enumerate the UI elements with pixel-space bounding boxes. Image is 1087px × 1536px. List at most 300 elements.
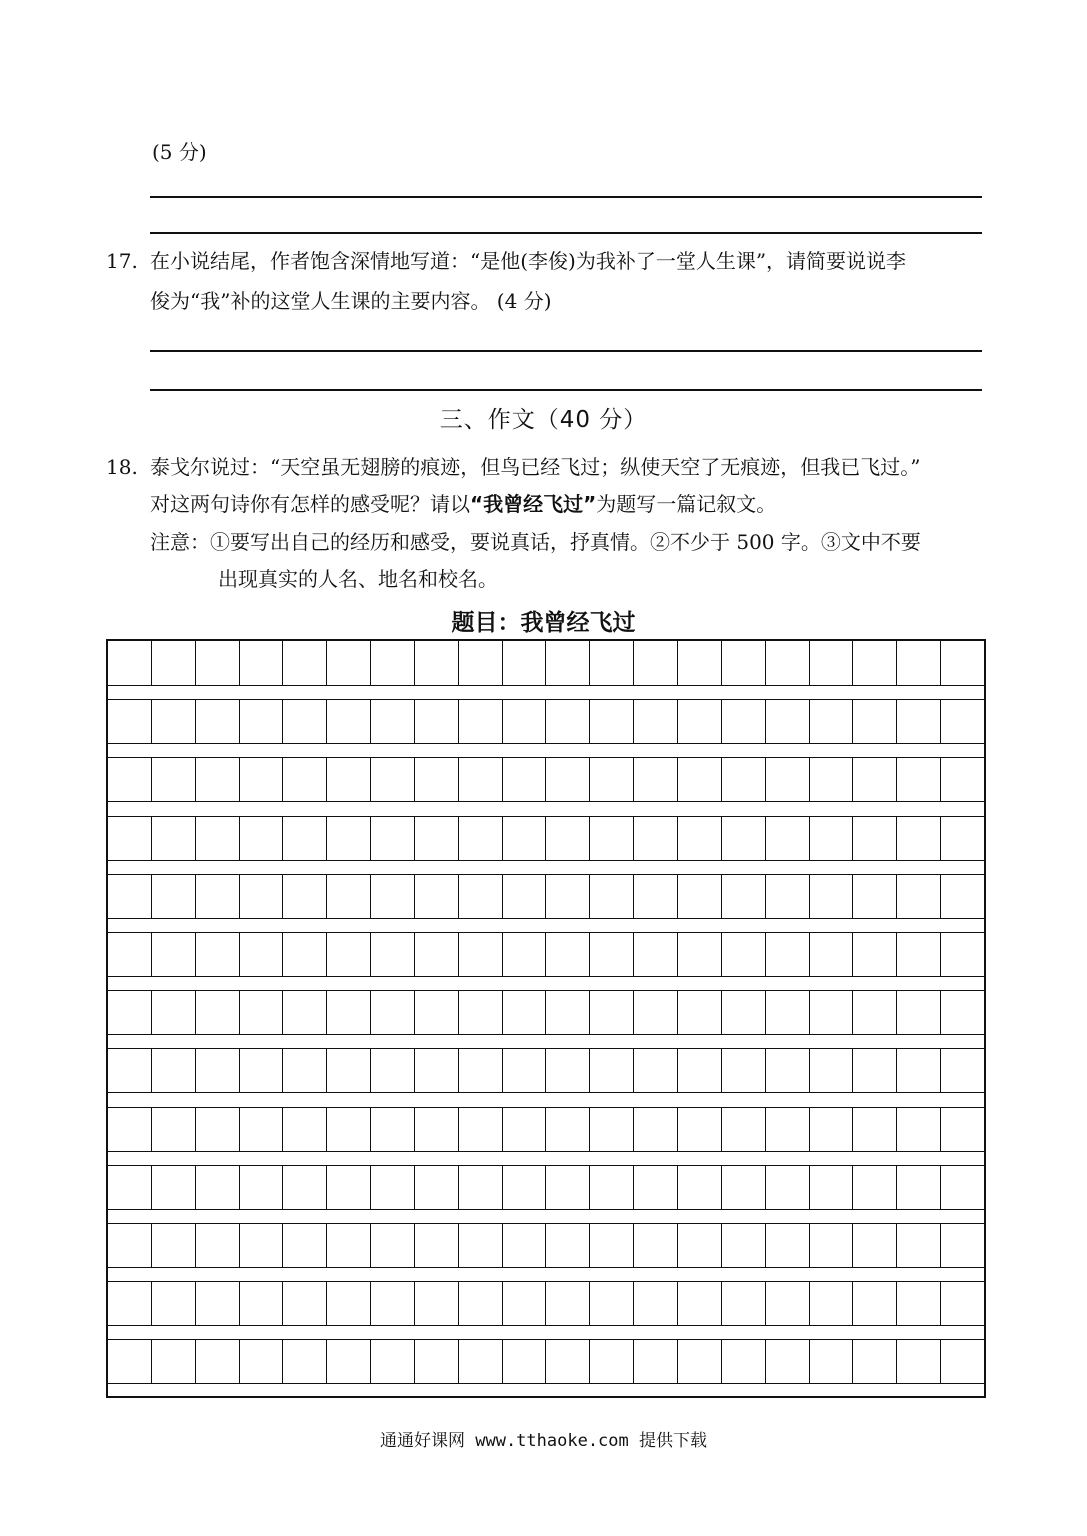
grid-cell[interactable] bbox=[240, 1107, 284, 1151]
grid-cell[interactable] bbox=[459, 641, 503, 685]
grid-cell[interactable] bbox=[108, 874, 152, 918]
grid-cell[interactable] bbox=[810, 1223, 854, 1267]
grid-cell[interactable] bbox=[152, 816, 196, 860]
grid-cell[interactable] bbox=[327, 816, 371, 860]
grid-cell[interactable] bbox=[897, 1281, 941, 1325]
grid-cell[interactable] bbox=[766, 816, 810, 860]
grid-cell[interactable] bbox=[546, 990, 590, 1034]
grid-row-underline bbox=[108, 743, 984, 744]
grid-cell[interactable] bbox=[853, 932, 897, 976]
essay-topic-quote: “我曾经飞过” bbox=[470, 492, 597, 516]
grid-cell[interactable] bbox=[283, 932, 327, 976]
grid-cell[interactable] bbox=[415, 1281, 459, 1325]
grid-cell[interactable] bbox=[810, 641, 854, 685]
grid-cell[interactable] bbox=[108, 1048, 152, 1092]
grid-cell[interactable] bbox=[941, 990, 984, 1034]
grid-cell[interactable] bbox=[503, 699, 547, 743]
grid-cell[interactable] bbox=[415, 990, 459, 1034]
grid-cell[interactable] bbox=[240, 1048, 284, 1092]
grid-cell[interactable] bbox=[941, 816, 984, 860]
grid-cell[interactable] bbox=[897, 932, 941, 976]
grid-row bbox=[108, 932, 984, 976]
grid-cell[interactable] bbox=[546, 1281, 590, 1325]
grid-cell[interactable] bbox=[546, 1223, 590, 1267]
grid-cell[interactable] bbox=[503, 1223, 547, 1267]
grid-cell[interactable] bbox=[415, 1223, 459, 1267]
grid-cell[interactable] bbox=[722, 1223, 766, 1267]
grid-cell[interactable] bbox=[503, 874, 547, 918]
grid-cell[interactable] bbox=[371, 1339, 415, 1383]
grid-cell[interactable] bbox=[240, 1223, 284, 1267]
grid-cell[interactable] bbox=[810, 874, 854, 918]
q16-score: (5 分) bbox=[152, 140, 207, 164]
grid-cell[interactable] bbox=[853, 874, 897, 918]
grid-cell[interactable] bbox=[766, 932, 810, 976]
grid-cell[interactable] bbox=[897, 990, 941, 1034]
grid-cell[interactable] bbox=[327, 699, 371, 743]
grid-cell[interactable] bbox=[371, 757, 415, 801]
grid-cell[interactable] bbox=[766, 874, 810, 918]
grid-cell[interactable] bbox=[196, 1165, 240, 1209]
grid-cell[interactable] bbox=[371, 699, 415, 743]
grid-cell[interactable] bbox=[678, 699, 722, 743]
grid-cell[interactable] bbox=[678, 990, 722, 1034]
grid-cell[interactable] bbox=[415, 1339, 459, 1383]
grid-cell[interactable] bbox=[152, 699, 196, 743]
grid-row-underline bbox=[108, 1092, 984, 1093]
answer-line[interactable] bbox=[150, 196, 982, 198]
grid-cell[interactable] bbox=[722, 1339, 766, 1383]
grid-cell[interactable] bbox=[722, 1048, 766, 1092]
grid-cell[interactable] bbox=[459, 1281, 503, 1325]
grid-cell[interactable] bbox=[152, 1107, 196, 1151]
grid-cell[interactable] bbox=[196, 641, 240, 685]
grid-cell[interactable] bbox=[766, 1048, 810, 1092]
grid-cell[interactable] bbox=[415, 1048, 459, 1092]
grid-cell[interactable] bbox=[941, 874, 984, 918]
grid-cell[interactable] bbox=[152, 757, 196, 801]
grid-cell[interactable] bbox=[590, 932, 634, 976]
grid-cell[interactable] bbox=[108, 816, 152, 860]
grid-cell[interactable] bbox=[415, 757, 459, 801]
q18-text-after: 为题写一篇记叙文。 bbox=[596, 492, 777, 516]
grid-cell[interactable] bbox=[722, 699, 766, 743]
grid-cell[interactable] bbox=[678, 1107, 722, 1151]
grid-cell[interactable] bbox=[766, 1223, 810, 1267]
grid-cell[interactable] bbox=[722, 816, 766, 860]
grid-cell[interactable] bbox=[240, 699, 284, 743]
grid-cell[interactable] bbox=[196, 816, 240, 860]
grid-cell[interactable] bbox=[678, 932, 722, 976]
grid-cell[interactable] bbox=[853, 641, 897, 685]
grid-cell[interactable] bbox=[327, 932, 371, 976]
grid-cell[interactable] bbox=[897, 699, 941, 743]
grid-cell[interactable] bbox=[152, 641, 196, 685]
grid-cell[interactable] bbox=[283, 1223, 327, 1267]
grid-cell[interactable] bbox=[941, 1281, 984, 1325]
grid-cell[interactable] bbox=[546, 757, 590, 801]
q17-text-line1: 在小说结尾，作者饱含深情地写道：“是他(李俊)为我补了一堂人生课”，请简要说说李 bbox=[150, 249, 907, 273]
grid-cell[interactable] bbox=[371, 641, 415, 685]
grid-cell[interactable] bbox=[722, 990, 766, 1034]
grid-cell[interactable] bbox=[897, 874, 941, 918]
grid-cell[interactable] bbox=[327, 1165, 371, 1209]
grid-cell[interactable] bbox=[941, 1223, 984, 1267]
grid-cell[interactable] bbox=[678, 874, 722, 918]
grid-row-underline bbox=[108, 801, 984, 802]
grid-cell[interactable] bbox=[152, 1048, 196, 1092]
grid-cell[interactable] bbox=[678, 1223, 722, 1267]
grid-cell[interactable] bbox=[196, 1107, 240, 1151]
grid-cell[interactable] bbox=[810, 932, 854, 976]
grid-cell[interactable] bbox=[590, 1223, 634, 1267]
grid-cell[interactable] bbox=[722, 932, 766, 976]
grid-cell[interactable] bbox=[810, 1107, 854, 1151]
grid-cell[interactable] bbox=[108, 990, 152, 1034]
grid-cell[interactable] bbox=[766, 1107, 810, 1151]
grid-cell[interactable] bbox=[240, 757, 284, 801]
grid-cell[interactable] bbox=[590, 1165, 634, 1209]
grid-cell[interactable] bbox=[853, 990, 897, 1034]
grid-cell[interactable] bbox=[108, 1339, 152, 1383]
grid-cell[interactable] bbox=[327, 1223, 371, 1267]
grid-cell[interactable] bbox=[810, 1339, 854, 1383]
grid-cell[interactable] bbox=[415, 699, 459, 743]
grid-cell[interactable] bbox=[371, 874, 415, 918]
grid-cell[interactable] bbox=[546, 641, 590, 685]
grid-cell[interactable] bbox=[327, 1281, 371, 1325]
grid-cell[interactable] bbox=[941, 699, 984, 743]
grid-cell[interactable] bbox=[853, 1339, 897, 1383]
grid-cell[interactable] bbox=[634, 932, 678, 976]
grid-cell[interactable] bbox=[941, 1339, 984, 1383]
grid-cell[interactable] bbox=[371, 1223, 415, 1267]
grid-cell[interactable] bbox=[283, 757, 327, 801]
grid-cell[interactable] bbox=[546, 1107, 590, 1151]
grid-cell[interactable] bbox=[810, 990, 854, 1034]
grid-cell[interactable] bbox=[327, 1339, 371, 1383]
grid-row-underline bbox=[108, 918, 984, 919]
grid-cell[interactable] bbox=[678, 1048, 722, 1092]
grid-cell[interactable] bbox=[503, 1281, 547, 1325]
grid-cell[interactable] bbox=[371, 1165, 415, 1209]
grid-cell[interactable] bbox=[766, 1165, 810, 1209]
grid-cell[interactable] bbox=[897, 757, 941, 801]
grid-cell[interactable] bbox=[634, 699, 678, 743]
grid-cell[interactable] bbox=[283, 1107, 327, 1151]
q18-text-line2 bbox=[150, 492, 776, 516]
grid-cell[interactable] bbox=[459, 1165, 503, 1209]
grid-cell[interactable] bbox=[240, 1165, 284, 1209]
essay-writing-grid[interactable] bbox=[106, 639, 986, 1398]
grid-cell[interactable] bbox=[853, 1048, 897, 1092]
grid-cell[interactable] bbox=[459, 1223, 503, 1267]
q18-text-before: 对这两句诗你有怎样的感受呢？请以 bbox=[150, 492, 470, 516]
grid-cell[interactable] bbox=[897, 1048, 941, 1092]
grid-cell[interactable] bbox=[853, 1223, 897, 1267]
grid-cell[interactable] bbox=[108, 1107, 152, 1151]
grid-cell[interactable] bbox=[678, 641, 722, 685]
footer-credit: 通通好课网 www.tthaoke.com 提供下载 bbox=[380, 1431, 707, 1451]
grid-cell[interactable] bbox=[196, 990, 240, 1034]
grid-cell[interactable] bbox=[503, 1107, 547, 1151]
grid-cell[interactable] bbox=[415, 816, 459, 860]
grid-cell[interactable] bbox=[546, 932, 590, 976]
grid-cell[interactable] bbox=[722, 1107, 766, 1151]
grid-cell[interactable] bbox=[941, 932, 984, 976]
grid-row bbox=[108, 699, 984, 743]
grid-cell[interactable] bbox=[415, 874, 459, 918]
grid-row-underline bbox=[108, 1034, 984, 1035]
grid-cell[interactable] bbox=[766, 990, 810, 1034]
grid-cell[interactable] bbox=[766, 757, 810, 801]
grid-cell[interactable] bbox=[459, 757, 503, 801]
grid-cell[interactable] bbox=[283, 990, 327, 1034]
grid-cell[interactable] bbox=[678, 816, 722, 860]
grid-cell[interactable] bbox=[283, 1048, 327, 1092]
grid-cell[interactable] bbox=[853, 699, 897, 743]
grid-row-underline bbox=[108, 1209, 984, 1210]
grid-row bbox=[108, 1223, 984, 1267]
grid-cell[interactable] bbox=[546, 699, 590, 743]
grid-cell[interactable] bbox=[897, 1339, 941, 1383]
grid-cell[interactable] bbox=[108, 1281, 152, 1325]
grid-cell[interactable] bbox=[546, 1165, 590, 1209]
q17-text-line2: 俊为“我”补的这堂人生课的主要内容。 (4 分) bbox=[150, 289, 552, 313]
grid-cell[interactable] bbox=[941, 1107, 984, 1151]
q18-number: 18. bbox=[106, 455, 138, 479]
grid-cell[interactable] bbox=[766, 641, 810, 685]
grid-cell[interactable] bbox=[590, 641, 634, 685]
grid-cell[interactable] bbox=[240, 1281, 284, 1325]
grid-cell[interactable] bbox=[196, 874, 240, 918]
grid-cell[interactable] bbox=[371, 1107, 415, 1151]
grid-cell[interactable] bbox=[196, 699, 240, 743]
grid-cell[interactable] bbox=[240, 1339, 284, 1383]
grid-cell[interactable] bbox=[590, 1048, 634, 1092]
grid-cell[interactable] bbox=[810, 1048, 854, 1092]
grid-cell[interactable] bbox=[283, 874, 327, 918]
grid-cell[interactable] bbox=[152, 1281, 196, 1325]
grid-cell[interactable] bbox=[634, 641, 678, 685]
grid-cell[interactable] bbox=[240, 990, 284, 1034]
grid-cell[interactable] bbox=[941, 1165, 984, 1209]
grid-row bbox=[108, 874, 984, 918]
grid-cell[interactable] bbox=[459, 1107, 503, 1151]
grid-cell[interactable] bbox=[897, 816, 941, 860]
grid-cell[interactable] bbox=[283, 699, 327, 743]
grid-cell[interactable] bbox=[108, 932, 152, 976]
grid-cell[interactable] bbox=[590, 1107, 634, 1151]
grid-cell[interactable] bbox=[240, 816, 284, 860]
grid-row bbox=[108, 757, 984, 801]
grid-cell[interactable] bbox=[196, 757, 240, 801]
grid-cell[interactable] bbox=[634, 1223, 678, 1267]
grid-cell[interactable] bbox=[152, 1223, 196, 1267]
grid-row-underline bbox=[108, 976, 984, 977]
grid-row-underline bbox=[108, 1383, 984, 1384]
grid-cell[interactable] bbox=[722, 874, 766, 918]
grid-cell[interactable] bbox=[766, 699, 810, 743]
grid-cell[interactable] bbox=[327, 757, 371, 801]
grid-cell[interactable] bbox=[108, 641, 152, 685]
grid-cell[interactable] bbox=[810, 816, 854, 860]
grid-cell[interactable] bbox=[459, 932, 503, 976]
grid-row bbox=[108, 990, 984, 1034]
grid-cell[interactable] bbox=[722, 757, 766, 801]
grid-cell[interactable] bbox=[634, 1048, 678, 1092]
grid-cell[interactable] bbox=[152, 1165, 196, 1209]
grid-cell[interactable] bbox=[634, 1107, 678, 1151]
grid-cell[interactable] bbox=[196, 1281, 240, 1325]
grid-cell[interactable] bbox=[283, 1165, 327, 1209]
answer-line[interactable] bbox=[150, 389, 982, 391]
grid-cell[interactable] bbox=[941, 757, 984, 801]
grid-cell[interactable] bbox=[546, 816, 590, 860]
grid-cell[interactable] bbox=[283, 1339, 327, 1383]
grid-cell[interactable] bbox=[503, 932, 547, 976]
grid-cell[interactable] bbox=[722, 1165, 766, 1209]
grid-cell[interactable] bbox=[897, 641, 941, 685]
grid-cell[interactable] bbox=[283, 816, 327, 860]
grid-cell[interactable] bbox=[590, 699, 634, 743]
grid-cell[interactable] bbox=[196, 1223, 240, 1267]
grid-cell[interactable] bbox=[327, 1107, 371, 1151]
grid-cell[interactable] bbox=[897, 1107, 941, 1151]
grid-cell[interactable] bbox=[108, 1165, 152, 1209]
grid-cell[interactable] bbox=[371, 932, 415, 976]
grid-cell[interactable] bbox=[283, 1281, 327, 1325]
grid-cell[interactable] bbox=[678, 1281, 722, 1325]
grid-cell[interactable] bbox=[152, 990, 196, 1034]
grid-cell[interactable] bbox=[853, 757, 897, 801]
grid-cell[interactable] bbox=[546, 1339, 590, 1383]
grid-cell[interactable] bbox=[327, 990, 371, 1034]
grid-cell[interactable] bbox=[810, 1165, 854, 1209]
grid-cell[interactable] bbox=[415, 1107, 459, 1151]
grid-cell[interactable] bbox=[678, 757, 722, 801]
grid-cell[interactable] bbox=[678, 1165, 722, 1209]
grid-cell[interactable] bbox=[459, 874, 503, 918]
grid-cell[interactable] bbox=[678, 1339, 722, 1383]
grid-cell[interactable] bbox=[941, 1048, 984, 1092]
q18-notice-line2: 出现真实的人名、地名和校名。 bbox=[218, 567, 498, 591]
grid-cell[interactable] bbox=[766, 1281, 810, 1325]
grid-cell[interactable] bbox=[415, 932, 459, 976]
grid-cell[interactable] bbox=[196, 932, 240, 976]
grid-cell[interactable] bbox=[240, 932, 284, 976]
grid-cell[interactable] bbox=[459, 1048, 503, 1092]
grid-cell[interactable] bbox=[152, 932, 196, 976]
grid-cell[interactable] bbox=[503, 816, 547, 860]
grid-cell[interactable] bbox=[853, 1165, 897, 1209]
grid-cell[interactable] bbox=[327, 1048, 371, 1092]
grid-cell[interactable] bbox=[459, 816, 503, 860]
grid-cell[interactable] bbox=[634, 990, 678, 1034]
grid-cell[interactable] bbox=[941, 641, 984, 685]
grid-cell[interactable] bbox=[371, 990, 415, 1034]
grid-cell[interactable] bbox=[459, 990, 503, 1034]
answer-line[interactable] bbox=[150, 232, 982, 234]
grid-cell[interactable] bbox=[196, 1339, 240, 1383]
grid-cell[interactable] bbox=[327, 641, 371, 685]
answer-line[interactable] bbox=[150, 350, 982, 352]
grid-cell[interactable] bbox=[283, 641, 327, 685]
grid-cell[interactable] bbox=[546, 874, 590, 918]
grid-cell[interactable] bbox=[810, 1281, 854, 1325]
q17-number: 17. bbox=[106, 249, 138, 273]
grid-cell[interactable] bbox=[503, 757, 547, 801]
grid-cell[interactable] bbox=[503, 990, 547, 1034]
grid-cell[interactable] bbox=[415, 641, 459, 685]
grid-cell[interactable] bbox=[371, 1048, 415, 1092]
grid-cell[interactable] bbox=[503, 1165, 547, 1209]
grid-cell[interactable] bbox=[590, 1339, 634, 1383]
grid-cell[interactable] bbox=[897, 1223, 941, 1267]
grid-cell[interactable] bbox=[853, 1107, 897, 1151]
grid-cell[interactable] bbox=[327, 874, 371, 918]
grid-cell[interactable] bbox=[459, 1339, 503, 1383]
grid-row bbox=[108, 1339, 984, 1383]
grid-row bbox=[108, 1165, 984, 1209]
grid-cell[interactable] bbox=[152, 874, 196, 918]
grid-cell[interactable] bbox=[634, 1281, 678, 1325]
grid-cell[interactable] bbox=[810, 699, 854, 743]
grid-cell[interactable] bbox=[634, 816, 678, 860]
grid-row-underline bbox=[108, 685, 984, 686]
grid-row bbox=[108, 816, 984, 860]
grid-cell[interactable] bbox=[810, 757, 854, 801]
grid-cell[interactable] bbox=[503, 1048, 547, 1092]
grid-cell[interactable] bbox=[371, 816, 415, 860]
grid-cell[interactable] bbox=[196, 1048, 240, 1092]
grid-row-underline bbox=[108, 1325, 984, 1326]
grid-cell[interactable] bbox=[634, 874, 678, 918]
grid-cell[interactable] bbox=[766, 1339, 810, 1383]
grid-cell[interactable] bbox=[853, 816, 897, 860]
grid-cell[interactable] bbox=[634, 1165, 678, 1209]
grid-cell[interactable] bbox=[108, 699, 152, 743]
grid-cell[interactable] bbox=[634, 1339, 678, 1383]
grid-cell[interactable] bbox=[590, 1281, 634, 1325]
grid-cell[interactable] bbox=[590, 874, 634, 918]
grid-cell[interactable] bbox=[722, 1281, 766, 1325]
grid-row bbox=[108, 641, 984, 685]
q18-notice-line1: 注意：①要写出自己的经历和感受，要说真话，抒真情。②不少于 500 字。③文中不要 bbox=[150, 530, 921, 554]
grid-row-underline bbox=[108, 1151, 984, 1152]
grid-cell[interactable] bbox=[108, 1223, 152, 1267]
grid-row bbox=[108, 1107, 984, 1151]
grid-cell[interactable] bbox=[897, 1165, 941, 1209]
grid-cell[interactable] bbox=[722, 641, 766, 685]
grid-cell[interactable] bbox=[108, 757, 152, 801]
grid-cell[interactable] bbox=[590, 816, 634, 860]
grid-cell[interactable] bbox=[590, 990, 634, 1034]
grid-cell[interactable] bbox=[240, 874, 284, 918]
grid-cell[interactable] bbox=[590, 757, 634, 801]
grid-cell[interactable] bbox=[634, 757, 678, 801]
grid-cell[interactable] bbox=[240, 641, 284, 685]
grid-cell[interactable] bbox=[546, 1048, 590, 1092]
grid-cell[interactable] bbox=[853, 1281, 897, 1325]
q18-text-line1: 泰戈尔说过：“天空虽无翅膀的痕迹，但鸟已经飞过；纵使天空了无痕迹，但我已飞过。” bbox=[150, 455, 921, 479]
grid-cell[interactable] bbox=[152, 1339, 196, 1383]
grid-cell[interactable] bbox=[503, 1339, 547, 1383]
grid-cell[interactable] bbox=[503, 641, 547, 685]
grid-cell[interactable] bbox=[415, 1165, 459, 1209]
grid-cell[interactable] bbox=[459, 699, 503, 743]
grid-cell[interactable] bbox=[371, 1281, 415, 1325]
